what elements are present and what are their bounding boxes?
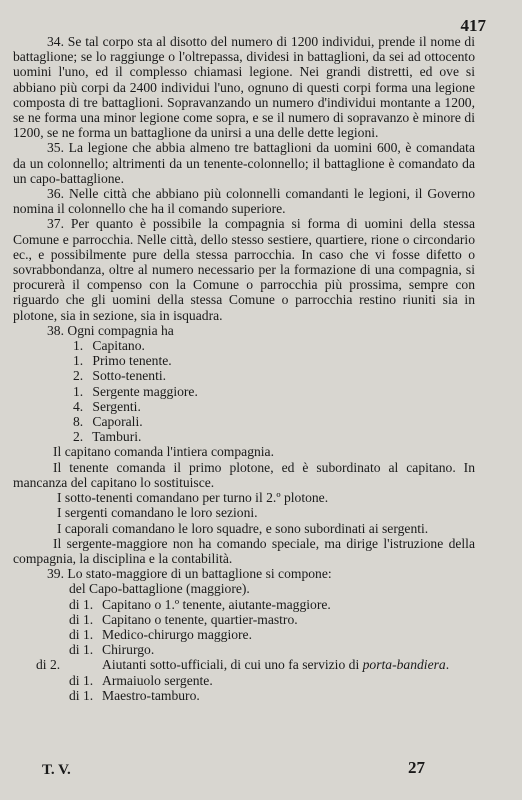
sheet-number: 27 <box>408 758 425 777</box>
paragraph-34: 34. Se tal corpo sta al disotto del numero di 1200 individui, prende il nome di battaglione; se lo raggiunge o l'oltrepassa, dividesi in battaglioni, da sei ad ottocento uomini l'uno, ed il complesso chiamasi legione. Nei grandi distretti, ed ove si abbiano più corpi da 2400 individui l'uno, ognuno di questi corpi forma una legione composta di tre battaglioni. Sopravanzando un numero d'individui montante a 1200, se ne forma una minor legione come sopra, e se il numero di sopravanzo è minore di 1200, se ne forma un battaglione da unirsi a una delle dette legioni. <box>13 34 475 141</box>
company-composition-list <box>13 338 475 444</box>
list-item: di 1. Armaiuolo sergente. <box>69 672 213 688</box>
list-item: 2. Tamburi. <box>73 429 142 445</box>
signature-mark: T. V. <box>42 762 71 778</box>
paragraph-captain: Il capitano comanda l'intiera compagnia. <box>53 444 274 460</box>
list-item: di 1. Chirurgo. <box>69 642 155 658</box>
paragraph-37: 37. Per quanto è possibile la compagnia si forma di uomini della stessa Comune e parrocchia. Nelle città, dello stesso sestiere, quartiere, rione o circondario ec., e possibilmente pure della stessa parrocchia. In caso che vi fosse difetto o sovrabbondanza, oltre al numero necessario per la formazione di una compagnia, si procurerà il compenso con la Comune o parrocchia più prossima, sempre con riguardo che gli uomini della stessa Comune o parrocchia restino riuniti sia in plotone, sia in sezione, sia in isquadra. <box>13 216 475 323</box>
list-item: 1. Capitano. <box>73 338 145 354</box>
list-item: 4. Sergenti. <box>73 398 141 414</box>
paragraph-lieutenant: Il tenente comanda il primo plotone, ed è subordinato al capitano. In mancanza del capitano lo sostituisce. <box>13 459 475 490</box>
paragraph-39-sub: del Capo-battaglione (maggiore). <box>69 581 250 597</box>
list-item: 1. Sergente maggiore. <box>73 383 198 399</box>
paragraph-35: 35. La legione che abbia almeno tre battaglioni da uomini 600, è comandata da un colonnello; altrimenti da un tenente-colonnello; il battaglione è comandato da un capo-battaglione. <box>13 140 475 186</box>
paragraph-sub-lieutenants: I sotto-tenenti comandano per turno il 2.º plotone. <box>57 490 329 506</box>
list-item: di 1. Capitano o 1.º tenente, aiutante-maggiore. <box>69 596 331 612</box>
list-item: 1. Primo tenente. <box>73 353 172 369</box>
paragraph-39: 39. Lo stato-maggiore di un battaglione si compone: <box>47 566 332 582</box>
battalion-staff-list <box>13 597 475 703</box>
list-item: di 1. Capitano o tenente, quartier-mastro. <box>69 611 298 627</box>
paragraph-sergeant-major: Il sergente-maggiore non ha comando speciale, ma dirige l'istruzione della compagnia, la disciplina e la contabilità. <box>13 535 475 566</box>
list-item: 8. Caporali. <box>73 414 143 430</box>
paragraph-sergeants: I sergenti comandano le loro sezioni. <box>57 505 258 521</box>
list-item: 2. Sotto-tenenti. <box>73 368 167 384</box>
paragraph-corporals: I caporali comandano le loro squadre, e sono subordinati ai sergenti. <box>57 520 429 536</box>
paragraph-38: 38. Ogni compagnia ha <box>47 322 174 338</box>
list-item: di 1. Maestro-tamburo. <box>69 687 200 703</box>
body-text <box>13 34 475 703</box>
paragraph-36: 36. Nelle città che abbiano più colonnelli comandanti le legioni, il Governo nomina il colonnello che ha il comando superiore. <box>13 186 475 217</box>
list-item: di 2. Aiutanti sotto-ufficiali, di cui uno fa servizio di porta-bandiera. <box>36 657 450 673</box>
list-item: di 1. Medico-chirurgo maggiore. <box>69 626 252 642</box>
page-number: 417 <box>460 16 486 35</box>
